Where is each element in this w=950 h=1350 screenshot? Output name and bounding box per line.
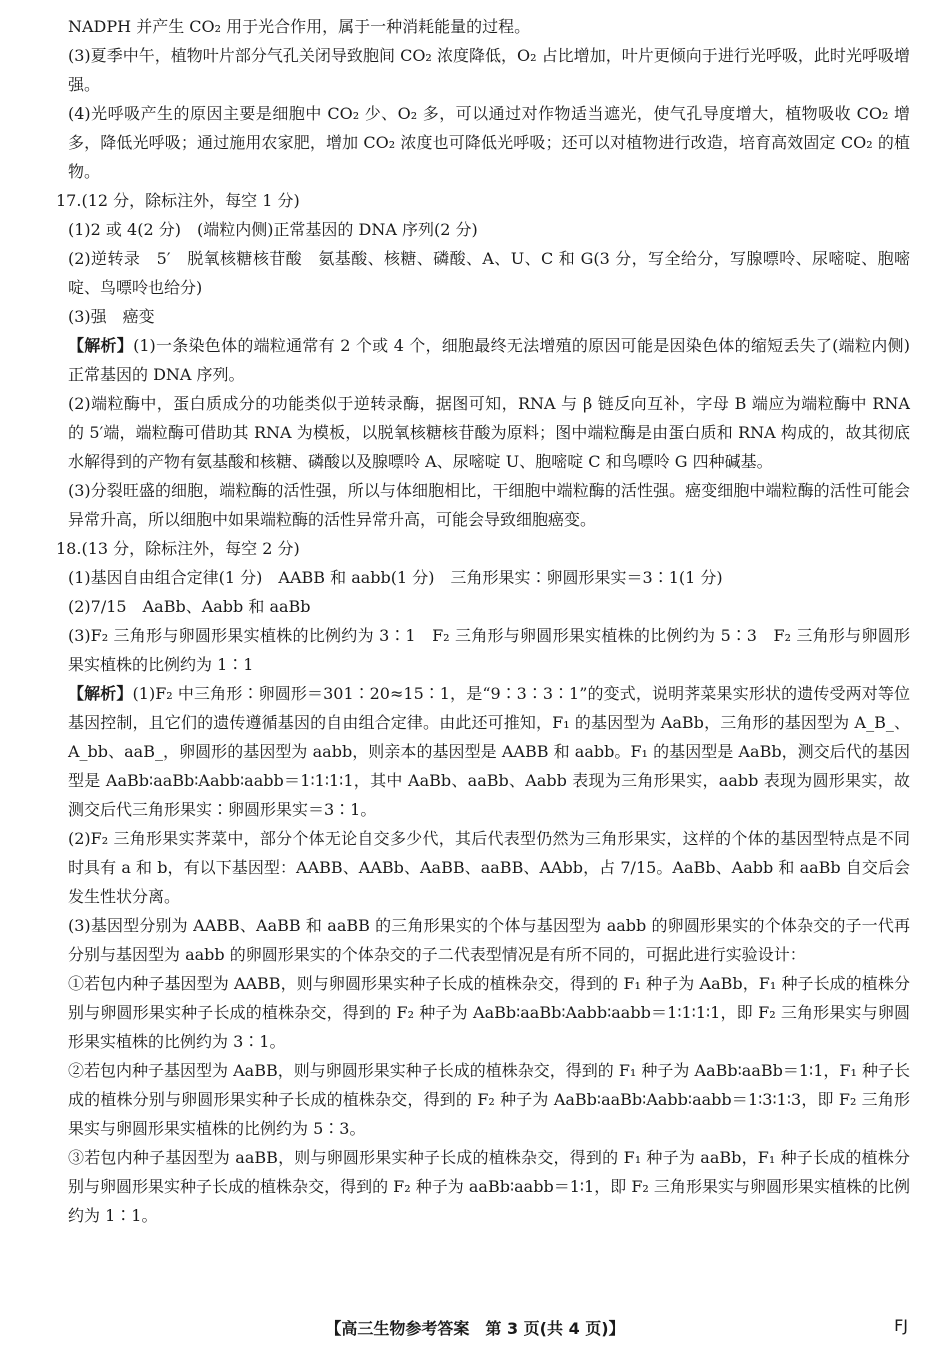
q18-answer-1: (1)基因自由组合定律(1 分) AABB 和 aabb(1 分) 三角形果实∶卵圆形果实＝3∶1(1 分): [68, 568, 723, 587]
question-18-header: 18.(13 分，除标注外，每空 2 分): [56, 539, 300, 558]
q18-case-3: ③若包内种子基因型为 aaBB，则与卵圆形果实种子长成的植株杂交，得到的 F₁ 种子为 aaBb，F₁ 种子长成的植株分别与卵圆形果实种子长成的植株杂交，得到的 F₂ 种子为 aaBb∶aabb＝1∶1，即 F₂ 三角形果实与卵圆形果实植株的比例约为 1∶1。: [68, 1148, 910, 1225]
page-footer: [0, 1316, 950, 1340]
question-17-header: 17.(12 分，除标注外，每空 1 分): [56, 191, 300, 210]
footer-region-code: FJ: [894, 1316, 908, 1335]
q17-answer-3: (3)强 癌变: [68, 307, 155, 326]
q18-explanation-2: (2)F₂ 三角形果实荠菜中，部分个体无论自交多少代，其后代表型仍然为三角形果实，这样的个体的基因型特点是不同时具有 a 和 b，有以下基因型：AABB、AABb、AaBB、aaBB、AAbb，占 7/15。AaBb、Aabb 和 aaBb 自交后会发生性状分离。: [68, 829, 910, 906]
q17-answer-2: (2)逆转录 5′ 脱氧核糖核苷酸 氨基酸、核糖、磷酸、A、U、C 和 G(3 分，写全给分，写腺嘌呤、尿嘧啶、胞嘧啶、鸟嘌呤也给分): [68, 249, 910, 297]
text-paragraph: (3)夏季中午，植物叶片部分气孔关闭导致胞间 CO₂ 浓度降低，O₂ 占比增加，叶片更倾向于进行光呼吸，此时光呼吸增强。: [68, 46, 910, 94]
footer-page-info: 【高三生物参考答案 第 3 页(共 4 页)】: [325, 1319, 625, 1338]
analysis-label: 【解析】: [68, 684, 133, 703]
answer-page: [56, 12, 910, 1230]
text-line: NADPH 并产生 CO₂ 用于光合作用，属于一种消耗能量的过程。: [68, 17, 531, 36]
q17-explanation-3: (3)分裂旺盛的细胞，端粒酶的活性强，所以与体细胞相比，干细胞中端粒酶的活性强。癌变细胞中端粒酶的活性可能会异常升高，所以细胞中如果端粒酶的活性异常升高，可能会导致细胞癌变。: [68, 481, 910, 529]
q18-answer-2: (2)7/15 AaBb、Aabb 和 aaBb: [68, 597, 311, 616]
q18-answer-3: (3)F₂ 三角形与卵圆形果实植株的比例约为 3∶1 F₂ 三角形与卵圆形果实植株的比例约为 5∶3 F₂ 三角形与卵圆形果实植株的比例约为 1∶1: [68, 626, 910, 674]
q17-answer-1: (1)2 或 4(2 分) (端粒内侧)正常基因的 DNA 序列(2 分): [68, 220, 478, 239]
text-paragraph: (4)光呼吸产生的原因主要是细胞中 CO₂ 少、O₂ 多，可以通过对作物适当遮光，使气孔导度增大，植物吸收 CO₂ 增多，降低光呼吸；通过施用农家肥，增加 CO₂ 浓度也可降低光呼吸；还可以对植物进行改造，培育高效固定 CO₂ 的植物。: [68, 104, 910, 181]
q18-case-1: ①若包内种子基因型为 AABB，则与卵圆形果实种子长成的植株杂交，得到的 F₁ 种子为 AaBb，F₁ 种子长成的植株分别与卵圆形果实种子长成的植株杂交，得到的 F₂ 种子为 AaBb∶aaBb∶Aabb∶aabb＝1∶1∶1∶1，即 F₂ 三角形果实与卵圆形果实植株的比例约为 3∶1。: [68, 974, 910, 1051]
q18-explanation-3: (3)基因型分别为 AABB、AaBB 和 aaBB 的三角形果实的个体与基因型为 aabb 的卵圆形果实的个体杂交的子一代再分别与基因型为 aabb 的卵圆形果实的个体杂交的子二代表型情况是有所不同的，可据此进行实验设计：: [68, 916, 910, 964]
q18-case-2: ②若包内种子基因型为 AaBB，则与卵圆形果实种子长成的植株杂交，得到的 F₁ 种子为 AaBb∶aaBb＝1∶1，F₁ 种子长成的植株分别与卵圆形果实种子长成的植株杂交，得到的 F₂ 种子为 AaBb∶aaBb∶Aabb∶aabb＝1∶3∶1∶3，即 F₂ 三角形果实与卵圆形果实植株的比例约为 5∶3。: [68, 1061, 910, 1138]
q18-explanation-1: 【解析】(1)F₂ 中三角形∶卵圆形＝301∶20≈15∶1，是“9∶3∶3∶1”的变式，说明荠菜果实形状的遗传受两对等位基因控制，且它们的遗传遵循基因的自由组合定律。由此还可推知，F₁ 的基因型为 AaBb，三角形的基因型为 A_B_、A_bb、aaB_，卵圆形的基因型为 aabb，则亲本的基因型是 AABB 和 aabb。F₁ 的基因型是 AaBb，测交后代的基因型是 AaBb∶aaBb∶Aabb∶aabb＝1∶1∶1∶1，其中 AaBb、aaBb、Aabb 表现为三角形果实，aabb 表现为圆形果实，故测交后代三角形果实∶卵圆形果实＝3∶1。: [68, 684, 910, 819]
analysis-label: 【解析】: [68, 336, 134, 355]
q17-explanation-2: (2)端粒酶中，蛋白质成分的功能类似于逆转录酶，据图可知，RNA 与 β 链反向互补，字母 B 端应为端粒酶中 RNA 的 5′端，端粒酶可借助其 RNA 为模板，以脱氧核糖核苷酸为原料；图中端粒酶是由蛋白质和 RNA 构成的，故其彻底水解得到的产物有氨基酸和核糖、磷酸以及腺嘌呤 A、尿嘧啶 U、胞嘧啶 C 和鸟嘌呤 G 四种碱基。: [68, 394, 910, 471]
q17-explanation-1: 【解析】(1)一条染色体的端粒通常有 2 个或 4 个，细胞最终无法增殖的原因可能是因染色体的缩短丢失了(端粒内侧)正常基因的 DNA 序列。: [68, 336, 910, 384]
